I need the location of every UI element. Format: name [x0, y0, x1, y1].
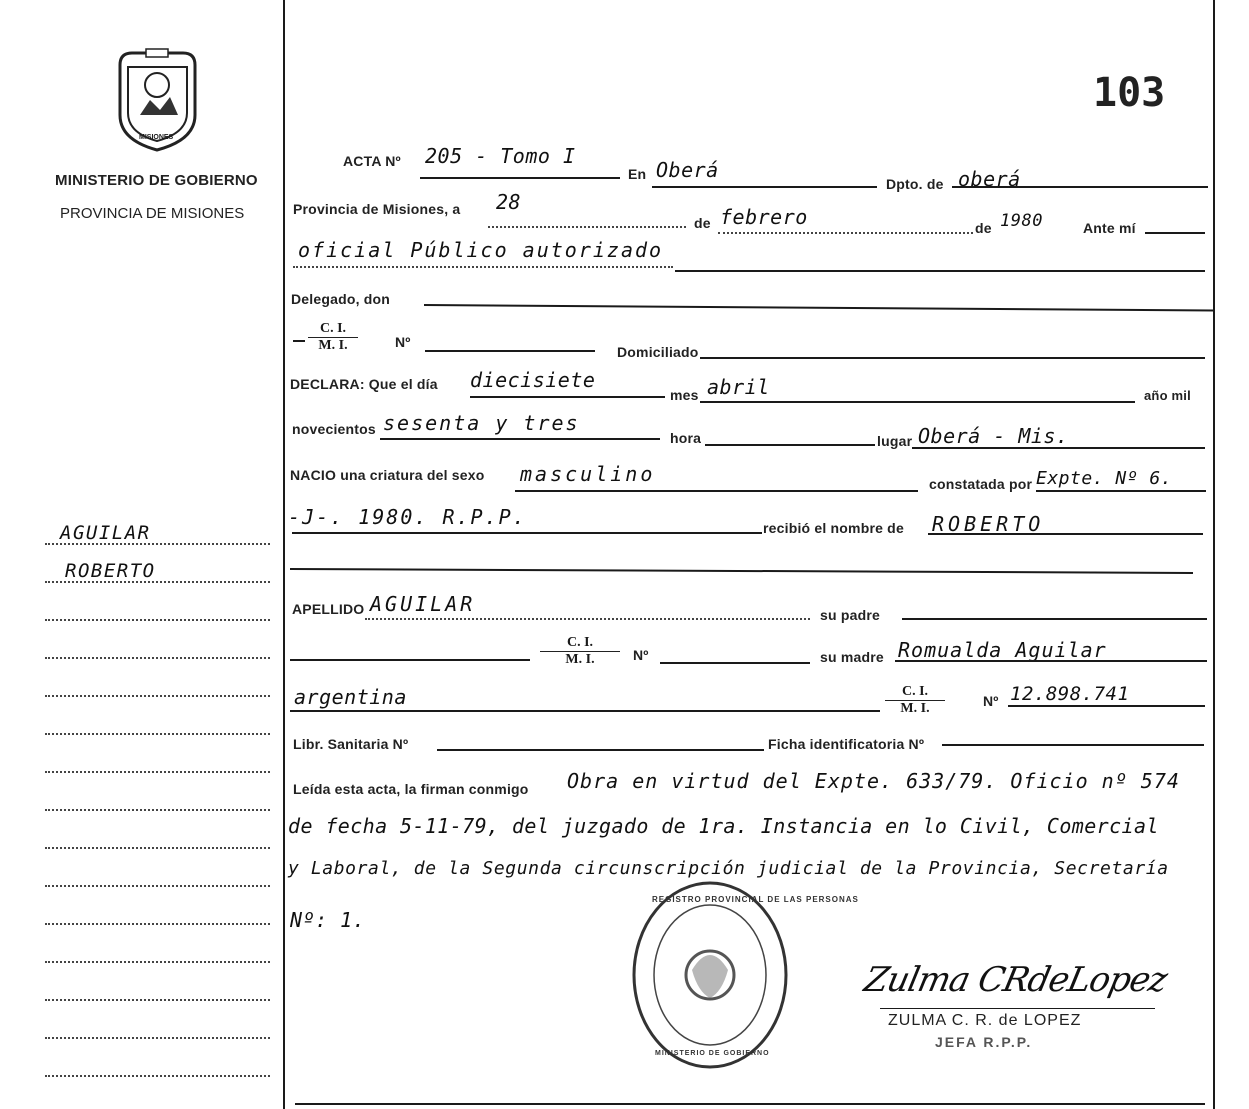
ci-mi-fraction [308, 321, 358, 354]
folio-number: 103 [1093, 70, 1166, 116]
official-seal-icon [630, 880, 790, 1070]
mi-label: M. I. [900, 701, 930, 716]
ci-label: C. I. [885, 684, 945, 701]
mes-value: febrero [720, 205, 808, 229]
acta-label: ACTA Nº [343, 153, 401, 169]
margin-dotted-line [45, 543, 270, 545]
margin-dotted-line [45, 999, 270, 1001]
nombre-value: ROBERTO [932, 512, 1045, 536]
nacionalidad-line [290, 710, 880, 712]
hora-label: hora [670, 430, 702, 446]
ci-label: C. I. [308, 321, 358, 338]
en-value: Oberá [656, 158, 719, 182]
lugar-value: Oberá - Mis. [918, 424, 1069, 448]
madre-line [895, 660, 1207, 662]
seal-bottom-text: MINISTERIO DE GOBIERNO [655, 1050, 770, 1057]
mes-nac-line [700, 401, 1135, 403]
ci-lead-line [293, 340, 305, 342]
margin-dotted-line [45, 961, 270, 963]
sexo-line [515, 490, 918, 492]
page-left-rule [283, 0, 285, 1109]
signature-handwritten: Zulma CRdeLopez [860, 960, 1171, 1000]
margin-dotted-line [45, 733, 270, 735]
constatada2-value: -J-. 1980. R.P.P. [288, 505, 527, 529]
margin-dotted-line [45, 923, 270, 925]
anio-nac-value: sesenta y tres [383, 411, 580, 435]
no-doc-label: Nº [983, 693, 999, 709]
margin-dotted-line [45, 1075, 270, 1077]
blank-line [290, 568, 1193, 574]
margin-surname: AGUILAR [60, 522, 151, 544]
en-line [652, 186, 877, 188]
margin-dotted-line [45, 771, 270, 773]
margin-given-name: ROBERTO [65, 560, 156, 582]
oficial-value: oficial Público autorizado [298, 238, 664, 262]
seal-text: REGISTRO PROVINCIAL DE LAS PERSONAS [652, 895, 859, 904]
domiciliado-label: Domiciliado [617, 344, 699, 360]
de-label: de [694, 215, 711, 231]
mes-line [718, 232, 973, 234]
no-label: Nº [395, 334, 411, 350]
provincia-label: Provincia de Misiones, a [293, 201, 461, 217]
doc-madre-line [1008, 705, 1205, 707]
signature-line [880, 1008, 1155, 1009]
apellido-label: APELLIDO [292, 601, 365, 617]
de-year-label: de [975, 220, 992, 236]
hora-line [705, 444, 875, 446]
constatada2-line [292, 532, 762, 534]
dia-nac-value: diecisiete [470, 368, 596, 392]
anio-nac-line [380, 438, 660, 440]
acta-value: 205 - Tomo I [425, 144, 576, 168]
domiciliado-line [700, 357, 1205, 359]
constatada-label: constatada por [929, 476, 1033, 492]
texto2-value: de fecha 5-11-79, del juzgado de 1ra. Instancia en lo Civil, Comercial [288, 814, 1159, 838]
ci-label: C. I. [540, 635, 620, 652]
su-padre-line [902, 618, 1207, 620]
dia-nac-line [470, 396, 665, 398]
libr-label: Libr. Sanitaria Nº [293, 736, 409, 752]
ficha-label: Ficha identificatoria Nº [768, 736, 925, 752]
page-bottom-rule [295, 1103, 1205, 1105]
su-madre-label: su madre [820, 649, 884, 665]
margin-dotted-line [45, 1037, 270, 1039]
ministry-heading: MINISTERIO DE GOBIERNO [55, 172, 258, 189]
emblem-label: MISIONES [139, 134, 174, 141]
margin-dotted-line [45, 847, 270, 849]
dia-line [488, 226, 686, 228]
libr-line [437, 749, 764, 751]
texto1-value: Obra en virtud del Expte. 633/79. Oficio nº 574 [567, 769, 1180, 793]
oficial-dotted [293, 266, 673, 268]
ante-mi-label: Ante mí [1083, 220, 1136, 236]
mi-label: M. I. [565, 652, 595, 667]
en-label: En [628, 166, 647, 182]
ci-mi-fraction-madre [540, 635, 620, 668]
signatory-name: ZULMA C. R. de LOPEZ [888, 1012, 1082, 1029]
margin-dotted-line [45, 657, 270, 659]
novecientos-label: novecientos [292, 421, 376, 437]
dpto-value: oberá [958, 167, 1021, 191]
mi-label: M. I. [318, 338, 348, 353]
page-right-rule [1213, 0, 1215, 1109]
margin-dotted-line [45, 885, 270, 887]
margin-dotted-line [45, 581, 270, 583]
margin-dotted-line [45, 809, 270, 811]
oficial-line [675, 270, 1205, 272]
dpto-label: Dpto. de [886, 176, 944, 192]
acta-line [420, 177, 620, 179]
recibio-label: recibió el nombre de [763, 520, 904, 536]
delegado-line [424, 304, 1214, 312]
leida-label: Leída esta acta, la firman conmigo [293, 781, 529, 797]
mes-nac-value: abril [707, 375, 770, 399]
madre-value: Romualda Aguilar [898, 638, 1107, 662]
margin-dotted-line [45, 619, 270, 621]
su-padre-label: su padre [820, 607, 880, 623]
anio-value: 1980 [1000, 211, 1043, 231]
ante-mi-line [1145, 232, 1205, 234]
ficha-line [942, 744, 1204, 746]
no-madre-line [660, 662, 810, 664]
nacionalidad-value: argentina [294, 685, 407, 709]
apellido-line [365, 618, 810, 620]
nacio-label: NACIO una criatura del sexo [290, 467, 485, 483]
constatada-value: Expte. Nº 6. [1036, 468, 1173, 489]
apellido-value: AGUILAR [370, 592, 476, 616]
signatory-title: JEFA R.P.P. [935, 1034, 1033, 1050]
texto3-value: y Laboral, de la Segunda circunscripción judicial de la Provincia, Secretaría [288, 858, 1169, 879]
no-line [425, 350, 595, 352]
constatada-line [1036, 490, 1206, 492]
no-madre-label: Nº [633, 647, 649, 663]
doc-madre-value: 12.898.741 [1010, 683, 1130, 705]
province-heading: PROVINCIA DE MISIONES [60, 205, 245, 222]
lugar-label: lugar [877, 433, 913, 449]
dpto-line [952, 186, 1208, 188]
anio-mil-label: año mil [1144, 388, 1191, 403]
dia-value: 28 [496, 190, 522, 214]
delegado-label: Delegado, don [291, 291, 391, 307]
margin-dotted-line [45, 695, 270, 697]
texto4-value: Nº: 1. [290, 908, 366, 932]
nombre-line [928, 533, 1203, 535]
mes-nac-label: mes [670, 387, 699, 403]
sexo-value: masculino [520, 462, 656, 486]
lugar-line [912, 447, 1205, 449]
madre-prefix-line [290, 659, 530, 661]
ci-mi-fraction-doc [885, 684, 945, 717]
declara-label: DECLARA: Que el día [290, 376, 438, 392]
